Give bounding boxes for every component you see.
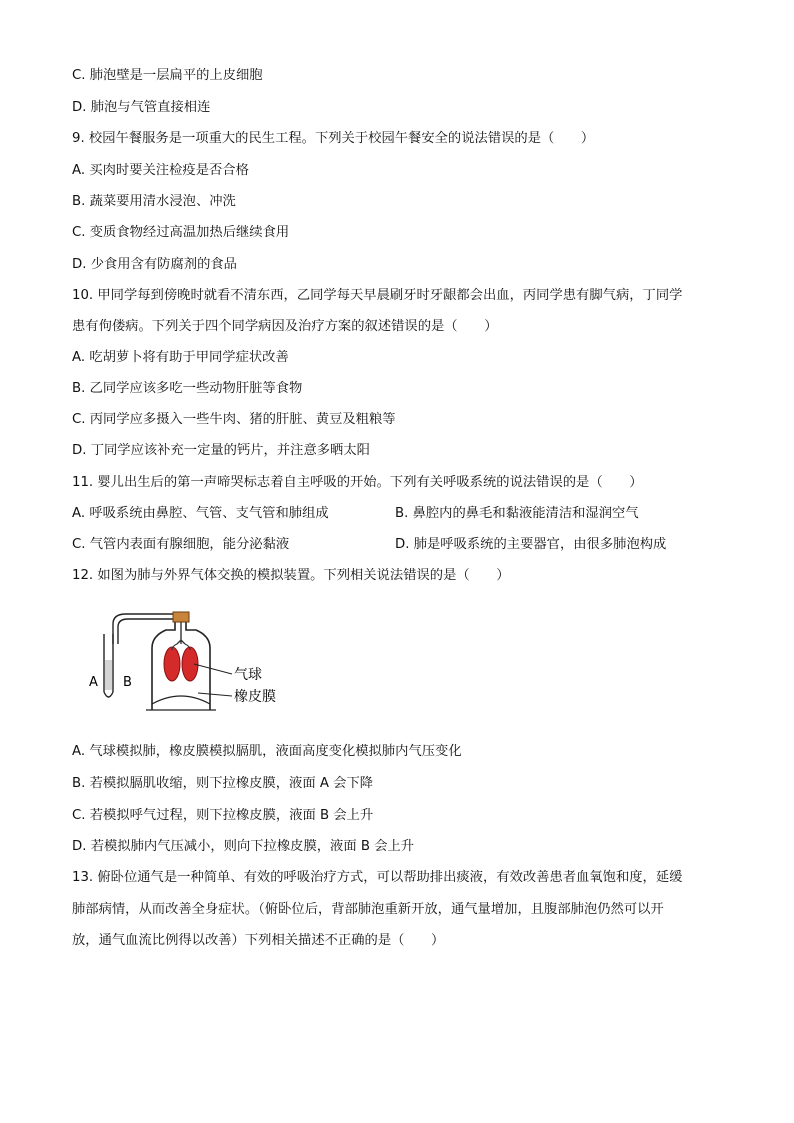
question-10-line-1: 10. 甲同学每到傍晚时就看不清东西，乙同学每天早晨刷牙时牙龈都会出血，丙同学患有脚气病，丁同学: [72, 288, 683, 303]
label-a: A: [89, 675, 98, 690]
label-balloon: 气球: [234, 667, 262, 683]
question-12: 12. 如图为肺与外界气体交换的模拟装置。下列相关说法错误的是（ ）: [72, 568, 510, 583]
option-line: C. 气管内表面有腺细胞，能分泌黏液: [72, 537, 290, 552]
connecting-tube-inner: [118, 619, 178, 644]
question-13-line-1: 13. 俯卧位通气是一种简单、有效的呼吸治疗方式，可以帮助排出痰液，有效改善患者血氧饱和度，延缓: [72, 870, 683, 885]
option-line: D. 肺是呼吸系统的主要器官，由很多肺泡构成: [395, 537, 667, 552]
question-13-line-3: 放，通气血流比例得以改善）下列相关描述不正确的是（ ）: [72, 933, 445, 948]
membrane-pointer: [198, 693, 232, 696]
question-11: 11. 婴儿出生后的第一声啼哭标志着自主呼吸的开始。下列有关呼吸系统的说法错误的是（ ）: [72, 475, 643, 490]
option-line: D. 肺泡与气管直接相连: [72, 100, 211, 115]
option-line: B. 鼻腔内的鼻毛和黏液能清洁和湿润空气: [395, 506, 639, 521]
trachea: [177, 622, 185, 644]
option-line: A. 买肉时要关注检疫是否合格: [72, 163, 249, 178]
stopper: [173, 612, 189, 622]
option-line: C. 丙同学应多摄入一些牛肉、猪的肝脏、黄豆及粗粮等: [72, 412, 396, 427]
label-b: B: [123, 675, 132, 690]
rubber-membrane: [152, 696, 210, 704]
option-line: A. 气球模拟肺，橡皮膜模拟膈肌，液面高度变化模拟肺内气压变化: [72, 744, 462, 759]
lung-model-figure: [86, 600, 296, 718]
balloon-left: [164, 647, 180, 681]
option-line: D. 若模拟肺内气压减小，则向下拉橡皮膜，液面 B 会上升: [72, 839, 415, 854]
option-line: A. 吃胡萝卜将有助于甲同学症状改善: [72, 350, 289, 365]
balloon-pointer: [194, 664, 232, 674]
option-line: B. 蔬菜要用清水浸泡、冲洗: [72, 194, 236, 209]
question-10-line-2: 患有佝偻病。下列关于四个同学病因及治疗方案的叙述错误的是（ ）: [72, 319, 498, 334]
lung-model-diagram: [86, 600, 296, 718]
option-line: B. 乙同学应该多吃一些动物肝脏等食物: [72, 381, 303, 396]
option-line: B. 若模拟膈肌收缩，则下拉橡皮膜，液面 A 会下降: [72, 776, 374, 791]
option-line: C. 肺泡壁是一层扁平的上皮细胞: [72, 68, 263, 83]
label-membrane: 橡皮膜: [234, 689, 276, 705]
option-line: C. 若模拟呼气过程，则下拉橡皮膜，液面 B 会上升: [72, 808, 374, 823]
question-9: 9. 校园午餐服务是一项重大的民生工程。下列关于校园午餐安全的说法错误的是（ ）: [72, 131, 595, 146]
option-line: C. 变质食物经过高温加热后继续食用: [72, 225, 290, 240]
option-line: A. 呼吸系统由鼻腔、气管、支气管和肺组成: [72, 506, 329, 521]
u-tube-liquid: [105, 660, 112, 690]
option-line: D. 丁同学应该补充一定量的钙片，并注意多晒太阳: [72, 443, 370, 458]
question-13-line-2: 肺部病情，从而改善全身症状。（俯卧位后，背部肺泡重新开放，通气量增加，且腹部肺泡仍然可以开: [72, 902, 664, 917]
option-line: D. 少食用含有防腐剂的食品: [72, 257, 237, 272]
